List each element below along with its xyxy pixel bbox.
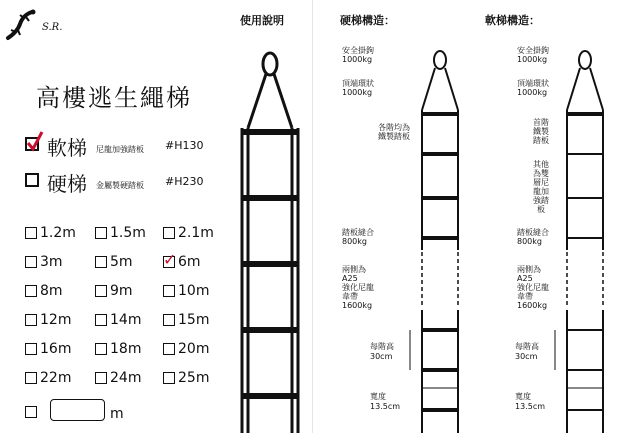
soft-sides-line1: 兩側為: [517, 265, 541, 274]
length-checkbox[interactable]: [163, 227, 175, 239]
length-label: 24m: [110, 370, 142, 386]
option-hard-desc: 金屬製硬踏板: [96, 181, 144, 190]
soft-sides-line4: 韋帶: [517, 292, 533, 301]
length-option[interactable]: [95, 283, 133, 299]
length-option[interactable]: [95, 225, 146, 241]
soft-step-gap-label: 每階高: [515, 342, 539, 351]
soft-sides-line2: A25: [517, 274, 533, 283]
length-label: 25m: [178, 370, 210, 386]
hard-hook-label: 安全掛鉤: [342, 46, 374, 55]
length-checkbox[interactable]: [163, 343, 175, 355]
length-label: 15m: [178, 312, 210, 328]
option-soft-model: #H130: [165, 139, 204, 152]
length-checkbox[interactable]: [163, 314, 175, 326]
fold-line: [312, 0, 313, 433]
check-mark-icon: ✓: [163, 250, 177, 269]
hard-hook-load: 1000kg: [342, 55, 373, 64]
length-label: 3m: [40, 254, 63, 270]
custom-length-checkbox[interactable]: [25, 406, 37, 418]
length-label: 14m: [110, 312, 142, 328]
length-option[interactable]: [163, 250, 201, 270]
length-checkbox[interactable]: [25, 256, 37, 268]
length-option[interactable]: [25, 225, 76, 241]
soft-other-steps-note: 其他為雙層尼龍加強踏板: [533, 160, 549, 214]
usage-ladder-drawing: [230, 50, 310, 433]
length-checkbox[interactable]: [25, 343, 37, 355]
length-label: 1.5m: [110, 225, 146, 241]
hard-width-label: 寬度: [370, 392, 386, 401]
length-option[interactable]: [25, 370, 71, 386]
length-checkbox[interactable]: [163, 250, 177, 269]
length-checkbox[interactable]: [25, 314, 37, 326]
length-label: 22m: [40, 370, 72, 386]
hard-seam-label: 踏板縫合: [342, 228, 374, 237]
length-label: 5m: [110, 254, 133, 270]
option-hard-model: #H230: [165, 175, 204, 188]
length-checkbox[interactable]: [25, 372, 37, 384]
custom-length-input[interactable]: [50, 399, 105, 421]
hard-sides-line2: A25: [342, 274, 358, 283]
hard-sides-line4: 韋帶: [342, 292, 358, 301]
length-option[interactable]: [25, 283, 63, 299]
page-title: 高樓逃生繩梯: [36, 84, 192, 112]
length-label: 10m: [178, 283, 210, 299]
length-option[interactable]: [25, 312, 71, 328]
soft-top-ring-label: 頂端環狀: [517, 79, 549, 88]
length-label: 8m: [40, 283, 63, 299]
length-option[interactable]: [163, 370, 209, 386]
soft-ladder-diagram: [545, 40, 624, 433]
length-option[interactable]: [95, 312, 141, 328]
soft-width-value: 13.5cm: [515, 402, 546, 411]
soft-width-label: 寬度: [515, 392, 531, 401]
length-option[interactable]: [163, 225, 214, 241]
brand-mark: S.R.: [42, 22, 63, 33]
length-option[interactable]: [25, 254, 63, 270]
length-option[interactable]: [163, 312, 209, 328]
option-soft-desc: 尼龍加強踏板: [96, 145, 144, 154]
length-label: 16m: [40, 341, 72, 357]
hard-seam-load: 800kg: [342, 237, 367, 246]
hard-top-ring-load: 1000kg: [342, 88, 373, 97]
length-checkbox[interactable]: [95, 314, 107, 326]
hard-ladder-diagram: [400, 40, 480, 433]
soft-top-ring-load: 1000kg: [517, 88, 548, 97]
hard-steps-note: 各階均為鐵製踏板: [378, 123, 410, 141]
soft-hook-load: 1000kg: [517, 55, 548, 64]
check-mark-icon: [26, 130, 44, 152]
soft-sides-line3: 強化尼龍: [517, 283, 549, 292]
hard-width-value: 13.5cm: [370, 402, 401, 411]
length-label: 2.1m: [178, 225, 214, 241]
length-label: 18m: [110, 341, 142, 357]
soft-hook-label: 安全掛鉤: [517, 46, 549, 55]
soft-sides-load: 1600kg: [517, 301, 548, 310]
hard-heading: 硬梯構造：: [340, 14, 395, 27]
length-option[interactable]: [95, 254, 133, 270]
length-option[interactable]: [95, 370, 141, 386]
hard-step-gap-value: 30cm: [370, 352, 393, 361]
option-hard-label: 硬梯: [47, 172, 87, 196]
soft-seam-load: 800kg: [517, 237, 542, 246]
length-checkbox[interactable]: [95, 227, 107, 239]
soft-step-gap-value: 30cm: [515, 352, 538, 361]
soft-first-step-note: 首階鐵製踏板: [533, 118, 549, 145]
hard-sides-line1: 兩側為: [342, 265, 366, 274]
length-checkbox[interactable]: [95, 285, 107, 297]
length-option[interactable]: [25, 341, 71, 357]
length-checkbox[interactable]: [25, 285, 37, 297]
length-option[interactable]: [163, 341, 209, 357]
option-hard-checkbox[interactable]: [25, 173, 39, 187]
length-checkbox[interactable]: [95, 343, 107, 355]
length-label: 20m: [178, 341, 210, 357]
length-label: 12m: [40, 312, 72, 328]
length-option[interactable]: [163, 283, 209, 299]
gecko-logo-icon: [4, 8, 40, 44]
length-checkbox[interactable]: [163, 285, 175, 297]
soft-heading: 軟梯構造：: [485, 14, 540, 27]
length-label: 1.2m: [40, 225, 76, 241]
length-checkbox[interactable]: [163, 372, 175, 384]
soft-seam-label: 踏板縫合: [517, 228, 549, 237]
length-checkbox[interactable]: [25, 227, 37, 239]
length-option[interactable]: [95, 341, 141, 357]
length-label: 6m: [178, 254, 201, 270]
hard-step-gap-label: 每階高: [370, 342, 394, 351]
usage-heading: 使用說明: [240, 14, 284, 27]
length-label: 9m: [110, 283, 133, 299]
hard-top-ring-label: 頂端環狀: [342, 79, 374, 88]
option-soft-label: 軟梯: [47, 136, 87, 160]
length-checkbox[interactable]: [95, 372, 107, 384]
custom-length-unit: m: [110, 406, 124, 422]
length-checkbox[interactable]: [95, 256, 107, 268]
hard-sides-load: 1600kg: [342, 301, 373, 310]
hard-sides-line3: 強化尼龍: [342, 283, 374, 292]
